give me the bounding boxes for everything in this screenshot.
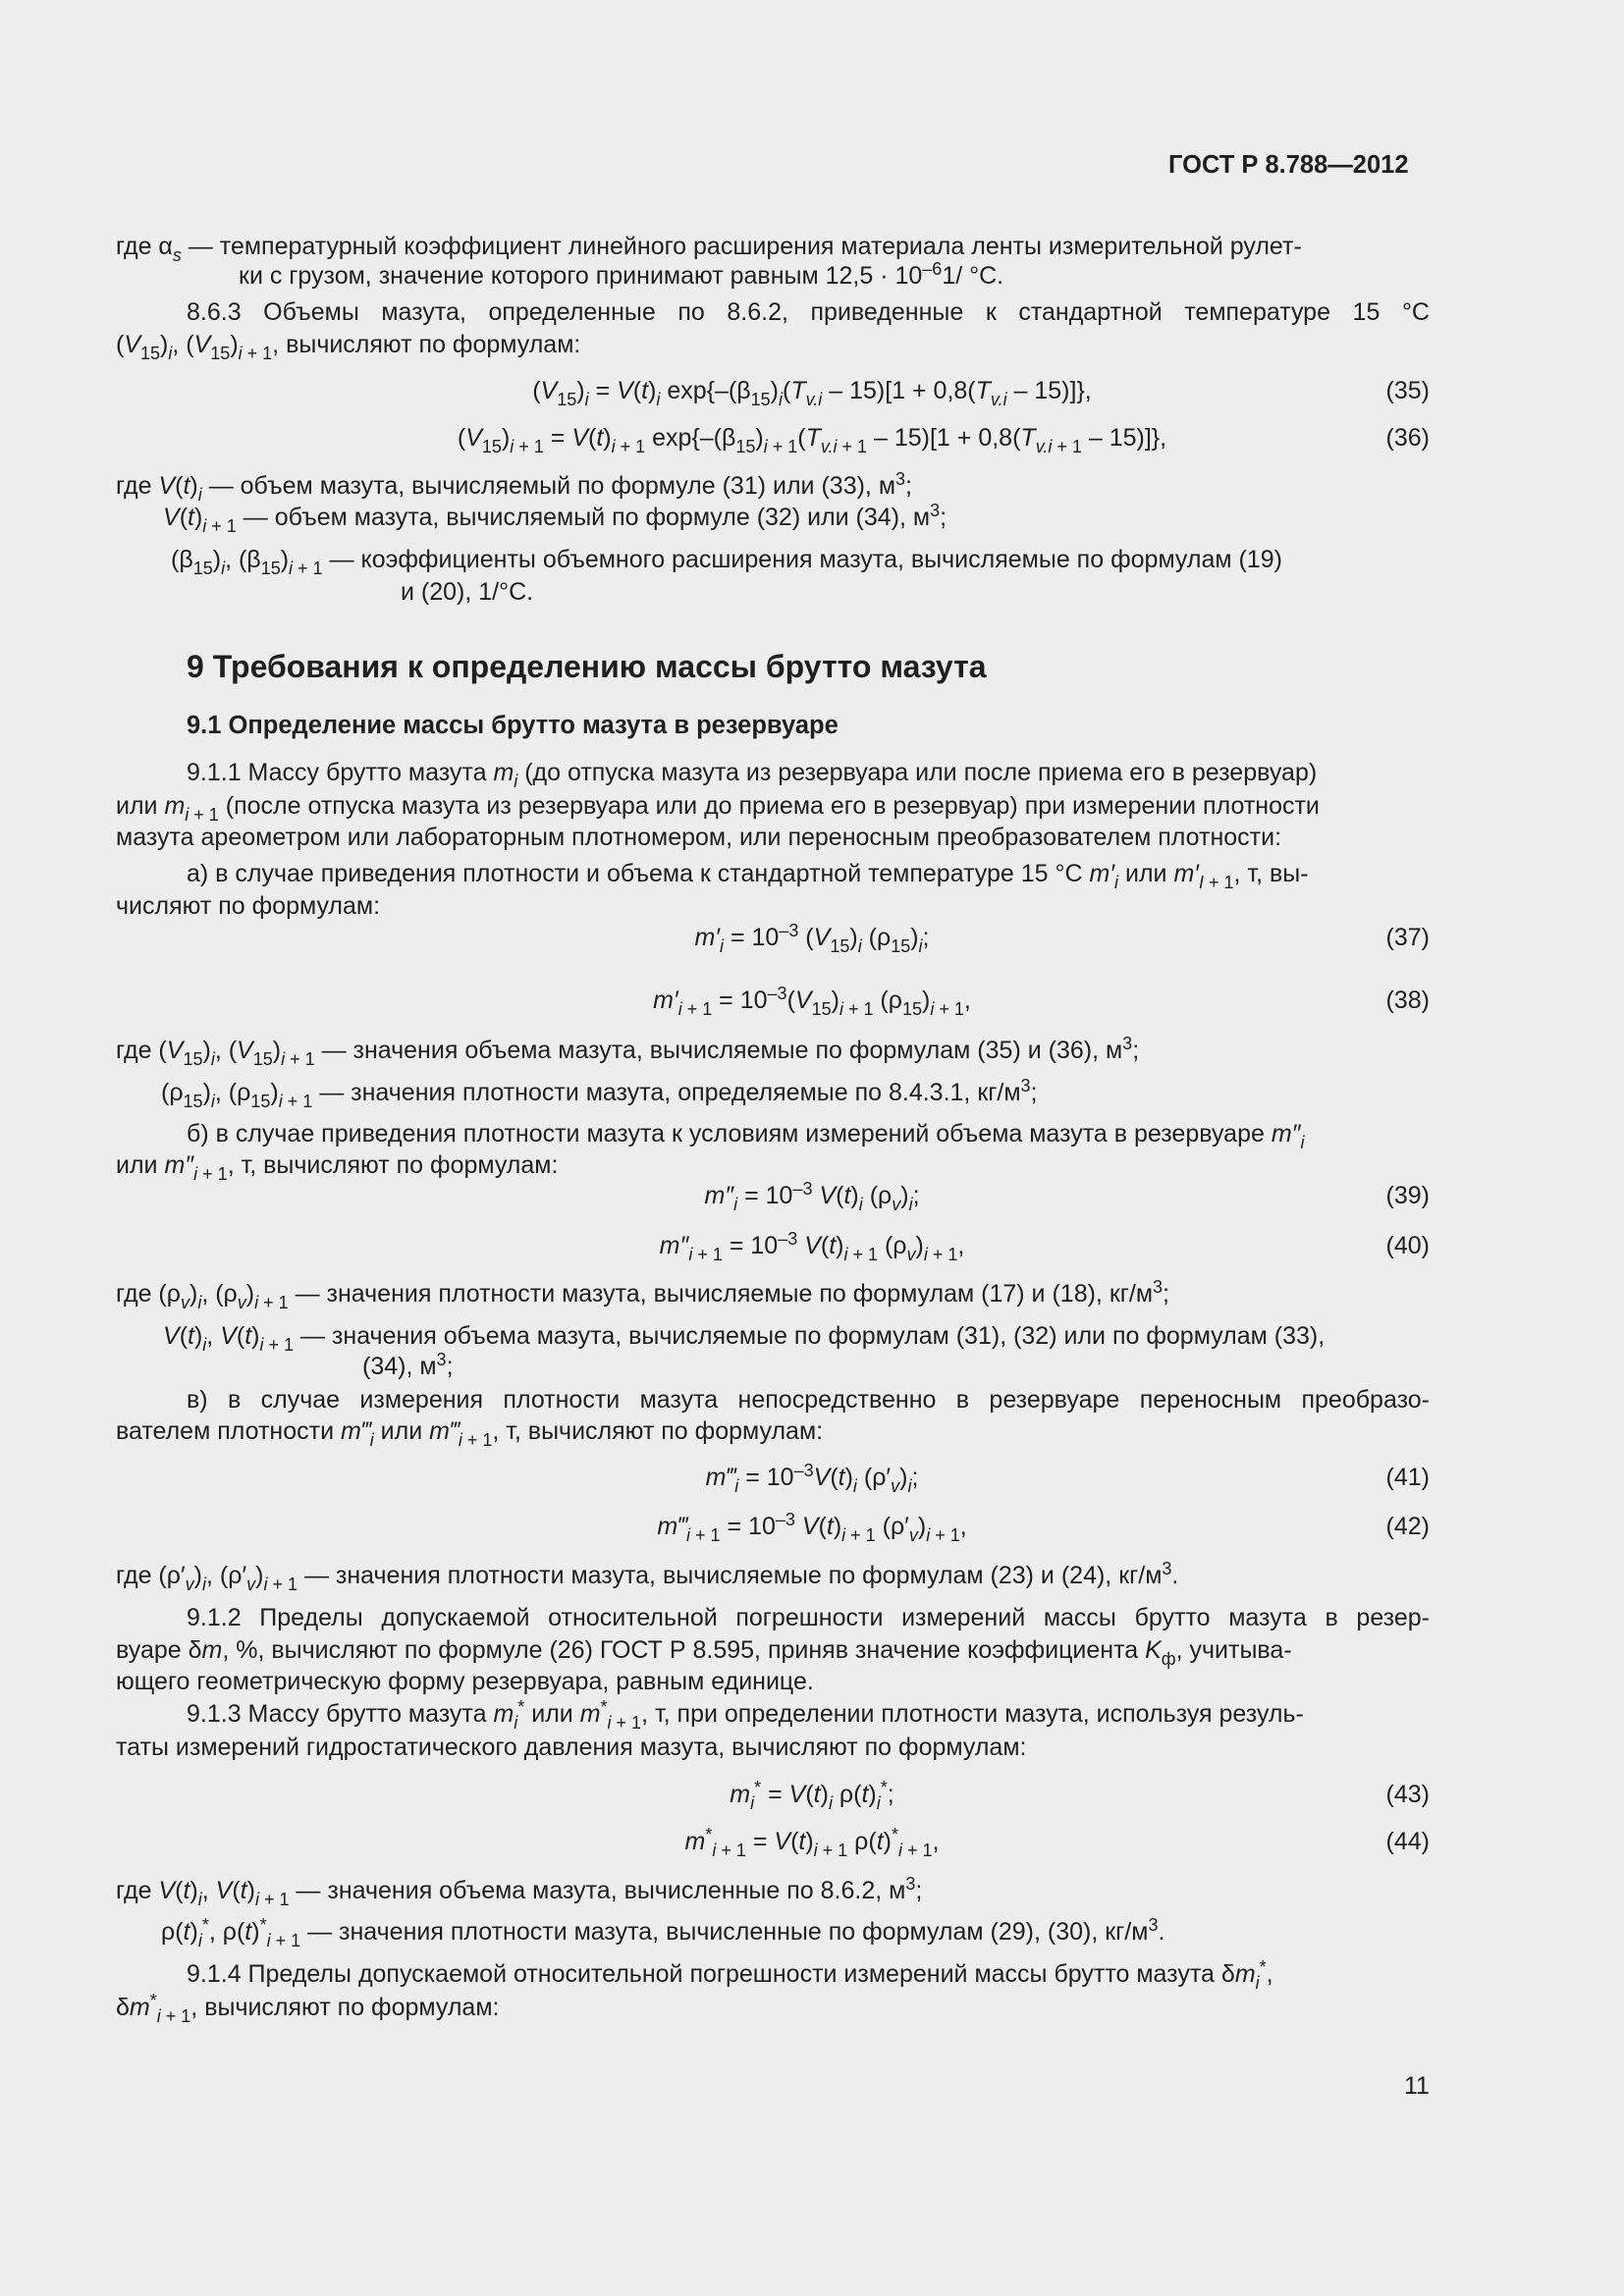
eq-number-41: (41) — [1385, 1464, 1430, 1491]
where-V1-line: $V(t)_{i + 1}$ — объем мазута, вычисляемый по формуле (32) или (34), $м^3$; — [163, 501, 947, 536]
eq-number-43: (43) — [1385, 1781, 1430, 1808]
formula-39: $m''_i = 10^{-3}$ $V(t)_i$ $(\rho_v)_i$; — [704, 1179, 920, 1214]
alpha-cont-line: ки с грузом, значение которого принимают равным $12,5 \cdot 10^{-6}1/$ °С. — [239, 259, 1004, 290]
where-43-text: — значения объема мазута, вычисленные по 8.6.2, м — [296, 1877, 906, 1904]
page-number: 11 — [1404, 2072, 1430, 2100]
formula-36: $(V_{15})_{i + 1} = V(t)_{i + 1}$ $\exp\{-(\beta_{15})_{i + 1}(T_{v.i + 1} - 15)[1 + 0,8(T_{v.i + 1} - 15)]\}$, — [457, 424, 1167, 456]
p914-b: , вычисляют по формулам: — [190, 1994, 500, 2021]
p912-b: , %, вычисляют по формуле (26) ГОСТ Р 8.595, приняв значение коэффициента — [222, 1636, 1139, 1664]
where-alpha-line: где $\alpha_s$ — температурный коэффициент линейного расширения материала ленты измерительной рулет- — [116, 233, 1302, 265]
para-9-1-1: 9.1.1 Массу брутто мазута $m_i$ (до отпуска мазута из резервуара или после приема его в резервуар) — [187, 759, 1318, 791]
where-39b-text: — значения объема мазута, вычисляемые по формулам (31), (32) или по формулам (33), — [299, 1322, 1326, 1350]
p911-a2: (до отпуска мазута из резервуара или после приема его в резервуар) — [524, 759, 1318, 786]
para-v-cont: вателем плотности $m‴_i$ или $m‴_{i + 1}$, т, вычисляют по формулам: — [116, 1417, 824, 1450]
where-39c-line: (34), $м^3$; — [362, 1350, 454, 1380]
para-a-cont: числяют по формулам: — [116, 892, 381, 920]
para-8-6-3-tail: , вычисляют по формулам: — [272, 331, 581, 358]
section-9-1-title: 9.1 Определение массы брутто мазута в резервуаре — [187, 712, 839, 739]
para-9-1-4: 9.1.4 Пределы допускаемой относительной погрешности измерений массы брутто мазута $\delta m_i^*$, — [187, 1957, 1273, 1993]
where-43b-line: $\rho(t)_i^*$, $\rho(t)^*_{i + 1}$ — значения плотности мазута, вычисленные по формулам (29), (30), $кг/м^3$. — [161, 1915, 1165, 1950]
where-V-text: — объем мазута, вычисляемый по формуле (31) или (33), м — [208, 472, 896, 500]
where-V-line: где $V(t)_i$ — объем мазута, вычисляемый по формуле (31) или (33), $м^3$; — [116, 469, 912, 505]
where-V1-text: — объем мазута, вычисляемый по формуле (32) или (34), м — [243, 504, 931, 531]
where-39-text: — значения плотности мазута, вычисляемые по формулам (17) и (18), кг/м — [295, 1280, 1154, 1308]
formula-38: $m'_{i + 1} = 10^{-3}(V_{15})_{i + 1}$ $(\rho_{15})_{i + 1}$, — [653, 984, 971, 1019]
formula-40: $m''_{i + 1} = 10^{-3}$ $V(t)_{i + 1}$ $(\rho_v)_{i + 1}$, — [659, 1229, 965, 1264]
para-8-6-3-cont: $(V_{15})_i$, $(V_{15})_{i + 1}$, вычисляют по формулам: — [116, 331, 581, 363]
para-9-1-4-line2: $\delta m^*_{i + 1}$, вычисляют по формулам: — [116, 1991, 500, 2026]
pb-2: , т, вычисляют по формулам: — [227, 1151, 559, 1179]
where-41-text: — значения плотности мазута, вычисляемые по формулам (23) и (24), кг/м — [303, 1562, 1163, 1589]
para-9-1-2: 9.1.2 Пределы допускаемой относительной погрешности измерений массы брутто мазута в резер- — [187, 1604, 1430, 1631]
eq-number-35: (35) — [1385, 377, 1430, 404]
p914-a: 9.1.4 Пределы допускаемой относительной погрешности измерений массы брутто мазута — [187, 1960, 1215, 1988]
pv-2b: , т, вычисляют по формулам: — [492, 1417, 824, 1445]
section-9-title: 9 Требования к определению массы брутто мазута — [187, 649, 987, 684]
where-43b-text: — значения плотности мазута, вычисленные по формулам (29), (30), кг/м — [307, 1918, 1149, 1946]
eq-number-40: (40) — [1385, 1232, 1430, 1259]
where-beta-text: — коэффициенты объемного расширения мазута, вычисляемые по формулам (19) — [329, 546, 1282, 573]
where-41-line: где $(\rho'_v)_i$, $(\rho'_v)_{i + 1}$ — значения плотности мазута, вычисляемые по формулам (23) и (24), $кг/м^3$. — [116, 1559, 1179, 1594]
where-37-line: где $(V_{15})_i$, $(V_{15})_{i + 1}$ — значения объема мазута, вычисляемые по формулам (35) и (36), $м^3$; — [116, 1034, 1140, 1069]
where-39c-text: (34), м — [362, 1353, 437, 1380]
pb-1: б) в случае приведения плотности мазута к условиям измерений объема мазута в резервуаре — [187, 1120, 1265, 1148]
eq-number-38: (38) — [1385, 987, 1430, 1014]
where-39-line: где $(\rho_v)_i$, $(\rho_v)_{i + 1}$ — значения плотности мазута, вычисляемые по формулам (17) и (18), $кг/м^3$; — [116, 1277, 1169, 1312]
alpha-text: — температурный коэффициент линейного расширения материала ленты измерительной рулет- — [188, 233, 1302, 260]
para-9-1-1-line3: мазута ареометром или лабораторным плотномером, или переносным преобразователем плотности: — [116, 824, 1282, 851]
formula-37: $m'_i = 10^{-3}$ $(V_{15})_i$ $(\rho_{15})_i$; — [694, 921, 930, 956]
eq-number-42: (42) — [1385, 1513, 1430, 1540]
where-39b-line: $V(t)_i$, $V(t)_{i + 1}$ — значения объема мазута, вычисляемые по формулам (31), (32) или по формулам (33), — [163, 1322, 1326, 1355]
eq-number-39: (39) — [1385, 1182, 1430, 1209]
p913-a2: , т, при определении плотности мазута, используя резуль- — [641, 1700, 1304, 1728]
where-37b-text: — значения плотности мазута, определяемые по 8.4.3.1, кг/м — [319, 1079, 1021, 1106]
para-9-1-3: 9.1.3 Массу брутто мазута $m_i^*$ или $m^*_{i + 1}$, т, при определении плотности мазута, используя резуль- — [187, 1697, 1304, 1733]
eq-number-44: (44) — [1385, 1828, 1430, 1855]
para-9-1-1-line2: или $m_{i + 1}$ (после отпуска мазута из резервуара или до приема его в резервуар) при измерении плотности — [116, 792, 1320, 825]
pv-2: вателем плотности — [116, 1417, 335, 1445]
para-v: в) в случае измерения плотности мазута непосредственно в резервуаре переносным преобразо- — [187, 1386, 1430, 1414]
p911-a: 9.1.1 Массу брутто мазута — [187, 759, 487, 786]
where-37-text: — значения объема мазута, вычисляемые по формулам (35) и (36), м — [321, 1037, 1123, 1064]
where-43-line: где $V(t)_i$, $V(t)_{i + 1}$ — значения объема мазута, вычисленные по 8.6.2, $м^3$; — [116, 1874, 923, 1909]
p911-b2: (после отпуска мазута из резервуара или до приема его в резервуар) при измерении плотности — [225, 792, 1320, 820]
where-beta-cont: и (20), 1/°С. — [401, 578, 534, 606]
para-9-1-2-line3: ющего геометрическую форму резервуара, равным единице. — [116, 1668, 814, 1695]
para-8-6-3: 8.6.3 Объемы мазута, определенные по 8.6.2, приведенные к стандартной температуре 15 °С — [187, 298, 1430, 326]
para-b: б) в случае приведения плотности мазута к условиям измерений объема мазута в резервуаре $m''_i$ — [187, 1120, 1305, 1152]
para-9-1-3-line2: таты измерений гидростатического давления мазута, вычисляют по формулам: — [116, 1734, 1027, 1761]
p913-a: 9.1.3 Массу брутто мазута — [187, 1700, 487, 1728]
para-a: а) в случае приведения плотности и объема к стандартной температуре 15 °С $m'_i$ или $m'_{I + 1}$, т, вы- — [187, 860, 1309, 892]
formula-42: $m‴_{i + 1} = 10^{-3}$ $V(t)_{i + 1}$ $(\rho'_v)_{i + 1}$, — [657, 1510, 967, 1545]
pa-1: а) в случае приведения плотности и объема к стандартной температуре 15 °С — [187, 860, 1083, 887]
formula-43: $m_i^* = V(t)_i$ $\rho(t)_i^*$; — [730, 1778, 894, 1813]
where-37b-line: $(\rho_{15})_i$, $(\rho_{15})_{i + 1}$ — значения плотности мазута, определяемые по 8.4.3.1, $кг/м^3$; — [161, 1076, 1038, 1111]
where-beta-line: $(\beta_{15})_i$, $(\beta_{15})_{i + 1}$ — коэффициенты объемного расширения мазута, вычисляемые по формулам (19) — [171, 546, 1282, 578]
alpha-text-2: ки с грузом, значение которого принимают равным 12,5 · 10 — [239, 262, 923, 290]
document-header: ГОСТ Р 8.788—2012 — [1168, 151, 1409, 179]
formula-41: $m‴_i = 10^{-3}V(t)_i$ $(\rho'_v)_i$; — [705, 1461, 919, 1496]
formula-35: $(V_{15})_i = V(t)_i$ $\exp\{-(\beta_{15})_i(T_{v.i} - 15)[1 + 0,8(T_{v.i} - 15)]\}$, — [532, 377, 1092, 409]
eq-number-36: (36) — [1385, 424, 1430, 452]
eq-number-37: (37) — [1385, 924, 1430, 951]
para-b-cont: или $m''_{i + 1}$, т, вычисляют по формулам: — [116, 1151, 559, 1184]
para-9-1-2-line2: вуаре δm, %, вычисляют по формуле (26) ГОСТ Р 8.595, приняв значение коэффициента $K_ф$, учитыва- — [116, 1636, 1292, 1669]
formula-44: $m^*_{i + 1} = V(t)_{i + 1}$ $\rho(t)^*_{i + 1}$, — [684, 1825, 940, 1860]
